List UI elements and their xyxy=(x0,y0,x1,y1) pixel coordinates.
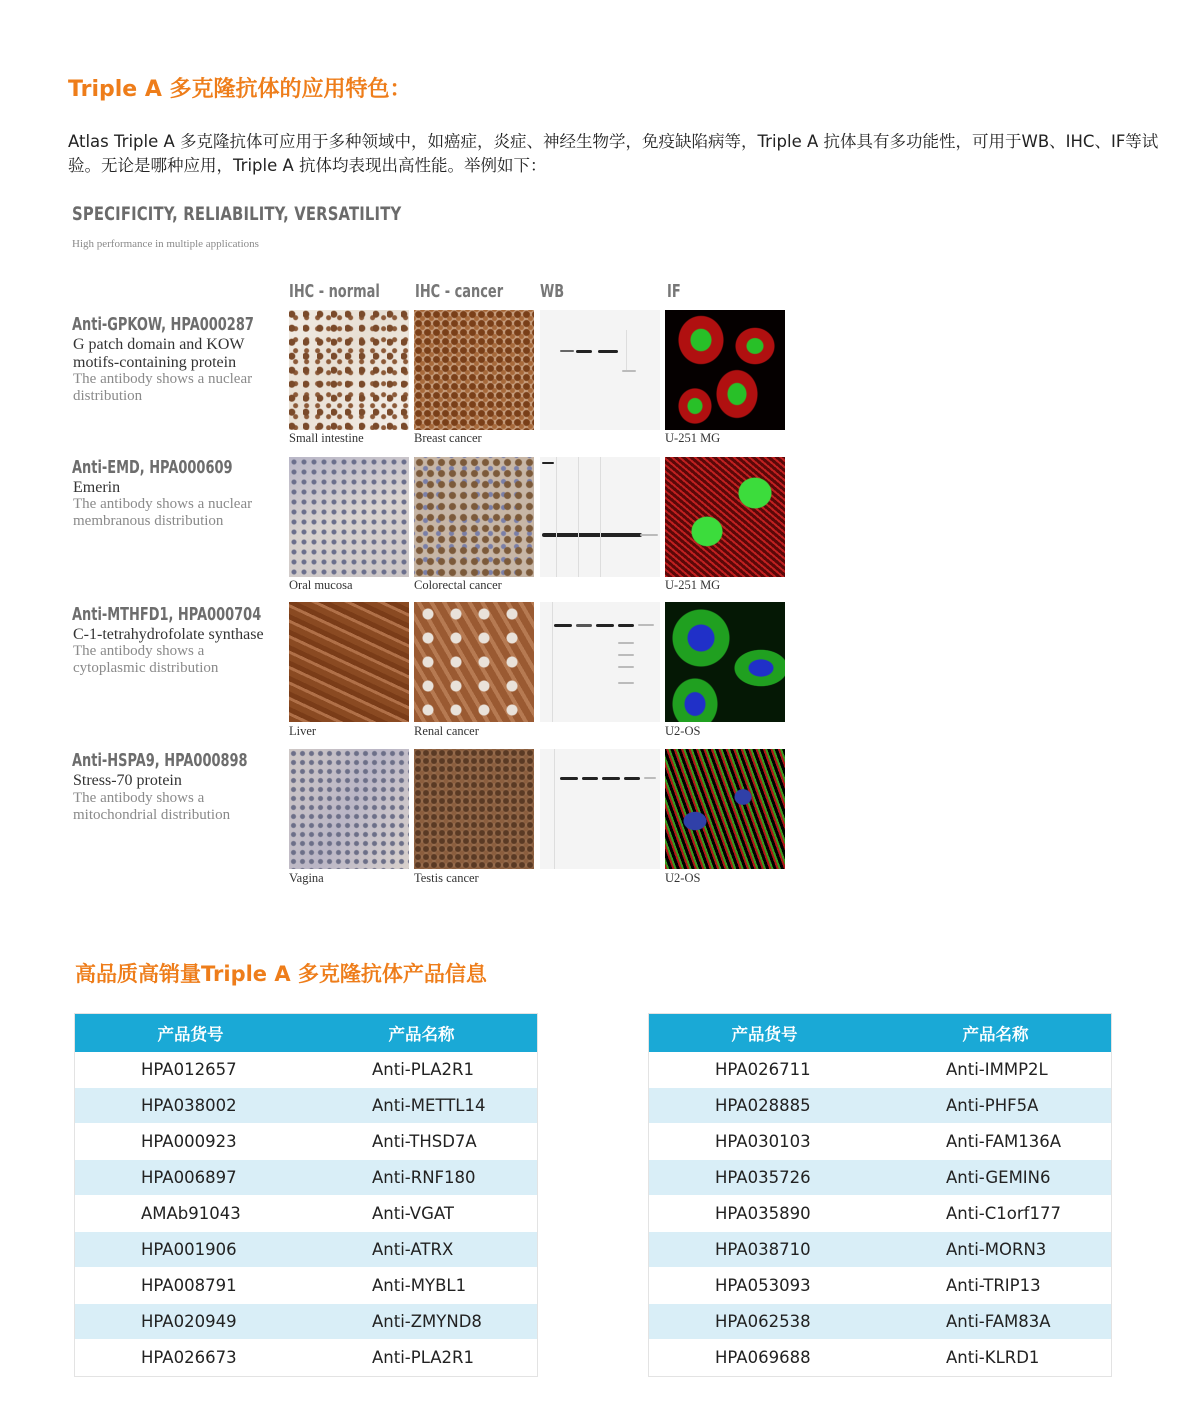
ihc-normal-image xyxy=(289,310,409,430)
protein-name: Emerin xyxy=(73,479,121,496)
cell-line-caption: U2-OS xyxy=(665,724,701,738)
antibody-name: Anti-EMD, HPA000609 xyxy=(72,457,233,478)
product-name-cell: Anti-PLA2R1 xyxy=(306,1340,537,1376)
table-row xyxy=(75,1268,537,1304)
table-row xyxy=(649,1052,1111,1088)
table-row xyxy=(649,1088,1111,1124)
antibody-name: Anti-MTHFD1, HPA000704 xyxy=(72,604,262,625)
product-name-cell: Anti-FAM136A xyxy=(880,1124,1111,1160)
table-row xyxy=(75,1232,537,1268)
table-row xyxy=(75,1304,537,1340)
protein-name: Stress-70 protein xyxy=(73,772,182,789)
catalog-number-cell: HPA038002 xyxy=(75,1088,306,1124)
column-header-product-name: 产品名称 xyxy=(880,1014,1111,1052)
ihc-cancer-image xyxy=(414,457,534,577)
product-name-cell: Anti-RNF180 xyxy=(306,1160,537,1196)
tissue-caption: Small intestine xyxy=(289,431,364,445)
table-row xyxy=(75,1052,537,1088)
catalog-number-cell: HPA030103 xyxy=(649,1124,880,1160)
figure-title: SPECIFICITY, RELIABILITY, VERSATILITY xyxy=(72,203,402,225)
product-name-cell: Anti-GEMIN6 xyxy=(880,1160,1111,1196)
protein-name: G patch domain and KOW motifs-containing protein xyxy=(73,336,245,371)
catalog-number-cell: HPA026673 xyxy=(75,1340,306,1376)
catalog-number-cell: HPA069688 xyxy=(649,1340,880,1376)
table-row xyxy=(649,1160,1111,1196)
product-name-cell: Anti-PLA2R1 xyxy=(306,1052,537,1088)
column-header-if: IF xyxy=(667,281,681,302)
section-title-features: Triple A 多克隆抗体的应用特色： xyxy=(68,77,412,102)
tissue-caption: Testis cancer xyxy=(414,871,479,885)
distribution-description: The antibody shows a cytoplasmic distribution xyxy=(73,643,219,676)
table-row xyxy=(75,1340,537,1376)
western-blot-image xyxy=(540,457,660,577)
column-header-wb: WB xyxy=(540,281,565,302)
table-row xyxy=(649,1340,1111,1376)
immunofluorescence-image xyxy=(665,602,785,722)
distribution-description: The antibody shows a nuclear membranous distribution xyxy=(73,496,253,529)
table-row xyxy=(649,1268,1111,1304)
catalog-number-cell: HPA062538 xyxy=(649,1304,880,1340)
antibody-name: Anti-HSPA9, HPA000898 xyxy=(72,750,248,771)
column-header-ihc-cancer: IHC - cancer xyxy=(415,281,504,302)
product-name-cell: Anti-MORN3 xyxy=(880,1232,1111,1268)
table-row xyxy=(75,1124,537,1160)
catalog-number-cell: AMAb91043 xyxy=(75,1196,306,1232)
product-name-cell: Anti-TRIP13 xyxy=(880,1268,1111,1304)
product-name-cell: Anti-MYBL1 xyxy=(306,1268,537,1304)
product-table-right xyxy=(649,1014,1111,1376)
ihc-normal-image xyxy=(289,602,409,722)
western-blot-image xyxy=(540,602,660,722)
western-blot-image xyxy=(540,749,660,869)
product-name-cell: Anti-ATRX xyxy=(306,1232,537,1268)
catalog-number-cell: HPA035726 xyxy=(649,1160,880,1196)
intro-paragraph: Atlas Triple A 多克隆抗体可应用于多种领域中，如癌症，炎症、神经生物学，免疫缺陷病等，Triple A 抗体具有多功能性，可用于WB、IHC、IF等试验。无论是哪种应用，Triple A 抗体均表现出高性能。举例如下： xyxy=(68,132,1159,175)
catalog-number-cell: HPA035890 xyxy=(649,1196,880,1232)
catalog-number-cell: HPA053093 xyxy=(649,1268,880,1304)
product-table-left xyxy=(75,1014,537,1376)
table-row xyxy=(75,1160,537,1196)
cell-line-caption: U2-OS xyxy=(665,871,701,885)
catalog-number-cell: HPA020949 xyxy=(75,1304,306,1340)
tissue-caption: Oral mucosa xyxy=(289,578,353,592)
product-name-cell: Anti-VGAT xyxy=(306,1196,537,1232)
cell-line-caption: U-251 MG xyxy=(665,431,721,445)
column-header-catalog-number: 产品货号 xyxy=(75,1014,306,1052)
product-name-cell: Anti-PHF5A xyxy=(880,1088,1111,1124)
catalog-number-cell: HPA001906 xyxy=(75,1232,306,1268)
tissue-caption: Vagina xyxy=(289,871,324,885)
antibody-name: Anti-GPKOW, HPA000287 xyxy=(72,314,254,335)
column-header-catalog-number: 产品货号 xyxy=(649,1014,880,1052)
section-title-products: 高品质高销量Triple A 多克隆抗体产品信息 xyxy=(75,962,487,986)
tissue-caption: Breast cancer xyxy=(414,431,482,445)
catalog-number-cell: HPA006897 xyxy=(75,1160,306,1196)
column-header-product-name: 产品名称 xyxy=(306,1014,537,1052)
tissue-caption: Renal cancer xyxy=(414,724,479,738)
table-header-row xyxy=(649,1014,1111,1052)
catalog-number-cell: HPA026711 xyxy=(649,1052,880,1088)
distribution-description: The antibody shows a mitochondrial distribution xyxy=(73,790,231,823)
protein-name: C-1-tetrahydrofolate synthase xyxy=(73,626,264,643)
table-row xyxy=(649,1304,1111,1340)
table-row xyxy=(649,1124,1111,1160)
ihc-cancer-image xyxy=(414,310,534,430)
tissue-caption: Liver xyxy=(289,724,317,738)
product-name-cell: Anti-ZMYND8 xyxy=(306,1304,537,1340)
catalog-number-cell: HPA038710 xyxy=(649,1232,880,1268)
table-row xyxy=(649,1232,1111,1268)
catalog-number-cell: HPA028885 xyxy=(649,1088,880,1124)
table-row xyxy=(75,1196,537,1232)
figure-subtitle: High performance in multiple applications xyxy=(72,238,259,250)
column-header-ihc-normal: IHC - normal xyxy=(289,281,380,302)
ihc-normal-image xyxy=(289,457,409,577)
product-name-cell: Anti-C1orf177 xyxy=(880,1196,1111,1232)
immunofluorescence-image xyxy=(665,457,785,577)
ihc-cancer-image xyxy=(414,602,534,722)
table-row xyxy=(75,1088,537,1124)
catalog-number-cell: HPA008791 xyxy=(75,1268,306,1304)
catalog-number-cell: HPA012657 xyxy=(75,1052,306,1088)
distribution-description: The antibody shows a nuclear distribution xyxy=(73,371,253,404)
catalog-number-cell: HPA000923 xyxy=(75,1124,306,1160)
immunofluorescence-image xyxy=(665,749,785,869)
ihc-normal-image xyxy=(289,749,409,869)
western-blot-image xyxy=(540,310,660,430)
product-name-cell: Anti-IMMP2L xyxy=(880,1052,1111,1088)
product-name-cell: Anti-THSD7A xyxy=(306,1124,537,1160)
tissue-caption: Colorectal cancer xyxy=(414,578,502,592)
cell-line-caption: U-251 MG xyxy=(665,578,721,592)
ihc-cancer-image xyxy=(414,749,534,869)
product-name-cell: Anti-METTL14 xyxy=(306,1088,537,1124)
table-header-row xyxy=(75,1014,537,1052)
product-name-cell: Anti-KLRD1 xyxy=(880,1340,1111,1376)
table-row xyxy=(649,1196,1111,1232)
immunofluorescence-image xyxy=(665,310,785,430)
product-name-cell: Anti-FAM83A xyxy=(880,1304,1111,1340)
